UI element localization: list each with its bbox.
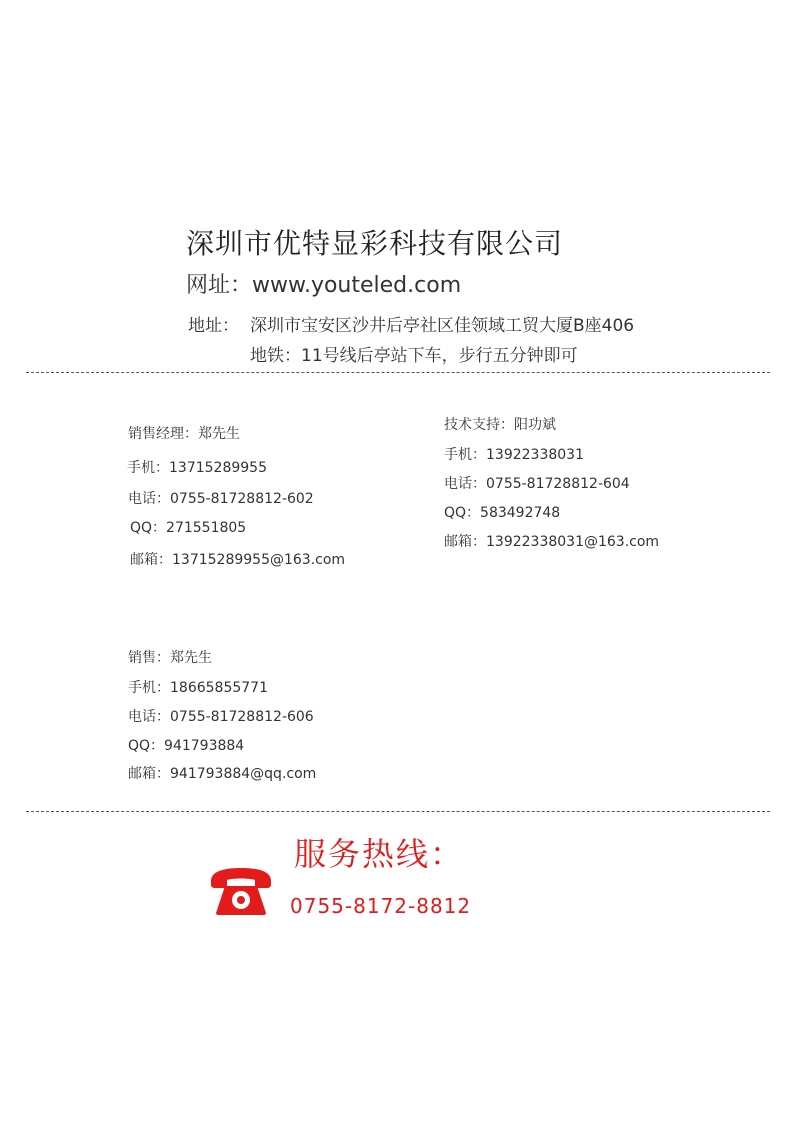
hotline-number: 0755-8172-8812 bbox=[290, 894, 472, 918]
telephone-icon bbox=[208, 867, 274, 915]
company-name: 深圳市优特显彩科技有限公司 bbox=[186, 227, 564, 260]
contact-title: 技术支持：阳功斌 bbox=[444, 417, 556, 433]
address-line: 深圳市宝安区沙井后亭社区佳领域工贸大厦B座406 bbox=[250, 316, 635, 336]
hotline-title: 服务热线： bbox=[294, 835, 465, 873]
dashed-divider-bottom bbox=[26, 811, 770, 812]
contact-title: 销售经理：郑先生 bbox=[128, 426, 240, 442]
contact-mobile: 手机：18665855771 bbox=[128, 680, 268, 696]
address-label: 地址： bbox=[188, 316, 239, 336]
metro-directions: 地铁：11号线后亭站下车，步行五分钟即可 bbox=[250, 346, 578, 366]
contact-email: 邮箱：13922338031@163.com bbox=[444, 534, 660, 550]
contact-qq: QQ：941793884 bbox=[128, 738, 245, 754]
dashed-divider-top bbox=[26, 372, 770, 373]
contact-title: 销售：郑先生 bbox=[128, 650, 212, 666]
contact-phone: 电话：0755-81728812-602 bbox=[128, 491, 314, 507]
contact-qq: QQ：583492748 bbox=[444, 505, 561, 521]
contact-email: 邮箱：941793884@qq.com bbox=[128, 766, 317, 782]
contact-mobile: 手机：13922338031 bbox=[444, 447, 584, 463]
contact-mobile: 手机：13715289955 bbox=[127, 460, 267, 476]
contact-phone: 电话：0755-81728812-606 bbox=[128, 709, 314, 725]
contact-phone: 电话：0755-81728812-604 bbox=[444, 476, 630, 492]
contact-qq: QQ：271551805 bbox=[130, 520, 247, 536]
contact-email: 邮箱：13715289955@163.com bbox=[130, 552, 346, 568]
company-website: 网址：www.youteled.com bbox=[186, 273, 462, 298]
